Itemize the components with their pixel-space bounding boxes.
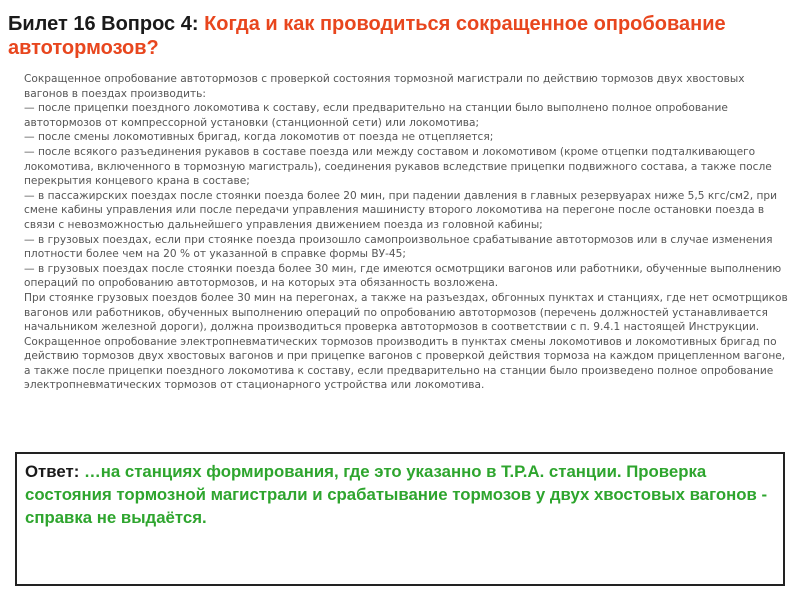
answer-text: …на станциях формирования, где это указанно в Т.Р.А. станции. Проверка состояния тормозной магистрали и срабатывание тормозов у двух хвостовых вагонов - справка не выдаётся. [25, 462, 768, 527]
body-paragraph: Сокращенное опробование электропневматических тормозов производить в пунктах смены локомотивов и локомотивных бригад по действию тормозов двух хвостовых вагонов и при прицепке вагонов с проверкой действия тормоза на каждом прицепленном вагоне, а также после прицепки поездного локомотива к составу, если предварительно на станции было произведено полное опробование электропневматических тормозов от стационарного устройства или локомотива. [24, 335, 786, 392]
body-paragraph: — в пассажирских поездах после стоянки поезда более 20 мин, при падении давления в главных резервуарах ниже 5,5 кгс/см2, при смене кабины управления или после передачи управления машинисту второго локомотива на перегоне после остановки поезда в связи с невозможностью дальнейшего управления движением поезда из головной кабины; [24, 189, 778, 231]
answer-label: Ответ: [25, 462, 84, 481]
body-paragraph: — в грузовых поездах после стоянки поезда более 30 мин, где имеются осмотрщики вагонов или работники, обученные выполнению операций по опробованию автотормозов, и на которых эта обязанность возложена. [24, 262, 782, 290]
body-paragraph: — после всякого разъединения рукавов в составе поезда или между составом и локомотивом (кроме отцепки подталкивающего локомотива, включенного в тормозную магистраль), соединения рукавов вследствие прицепки подвижного состава, а также после перекрытия концевого крана в составе; [24, 145, 772, 188]
answer-content [25, 460, 777, 529]
slide-title [8, 12, 792, 60]
question-text: Когда и как проводиться сокращенное опробование автотормозов? [8, 13, 726, 59]
body-paragraph: При стоянке грузовых поездов более 30 мин на перегонах, а также на разъездах, обгонных пунктах и станциях, где нет осмотрщиков вагонов или работников, обученных выполнению операций по опробованию автотормозов (перечень должностей устанавливается начальником железной дороги), должна производиться проверка автотормозов в соответствии с п. 9.4.1 настоящей Инструкции. [24, 291, 788, 334]
answer-box [15, 452, 785, 586]
body-paragraph: — в грузовых поездах, если при стоянке поезда произошло самопроизвольное срабатывание автотормозов или в случае изменения плотности более чем на 20 % от указанной в справке формы ВУ-45; [24, 233, 773, 261]
body-paragraph: — после прицепки поездного локомотива к составу, если предварительно на станции было выполнено полное опробование автотормозов от компрессорной установки (станционной сети) или локомотива; [24, 102, 728, 129]
body-text [24, 72, 790, 393]
ticket-question-number: Билет 16 Вопрос 4: [8, 13, 205, 35]
body-paragraph: — после смены локомотивных бригад, когда локомотив от поезда не отцепляется; [24, 131, 494, 144]
body-paragraph: Сокращенное опробование автотормозов с проверкой состояния тормозной магистрали по действию тормозов двух хвостовых вагонов в поездах производить: [24, 73, 745, 100]
